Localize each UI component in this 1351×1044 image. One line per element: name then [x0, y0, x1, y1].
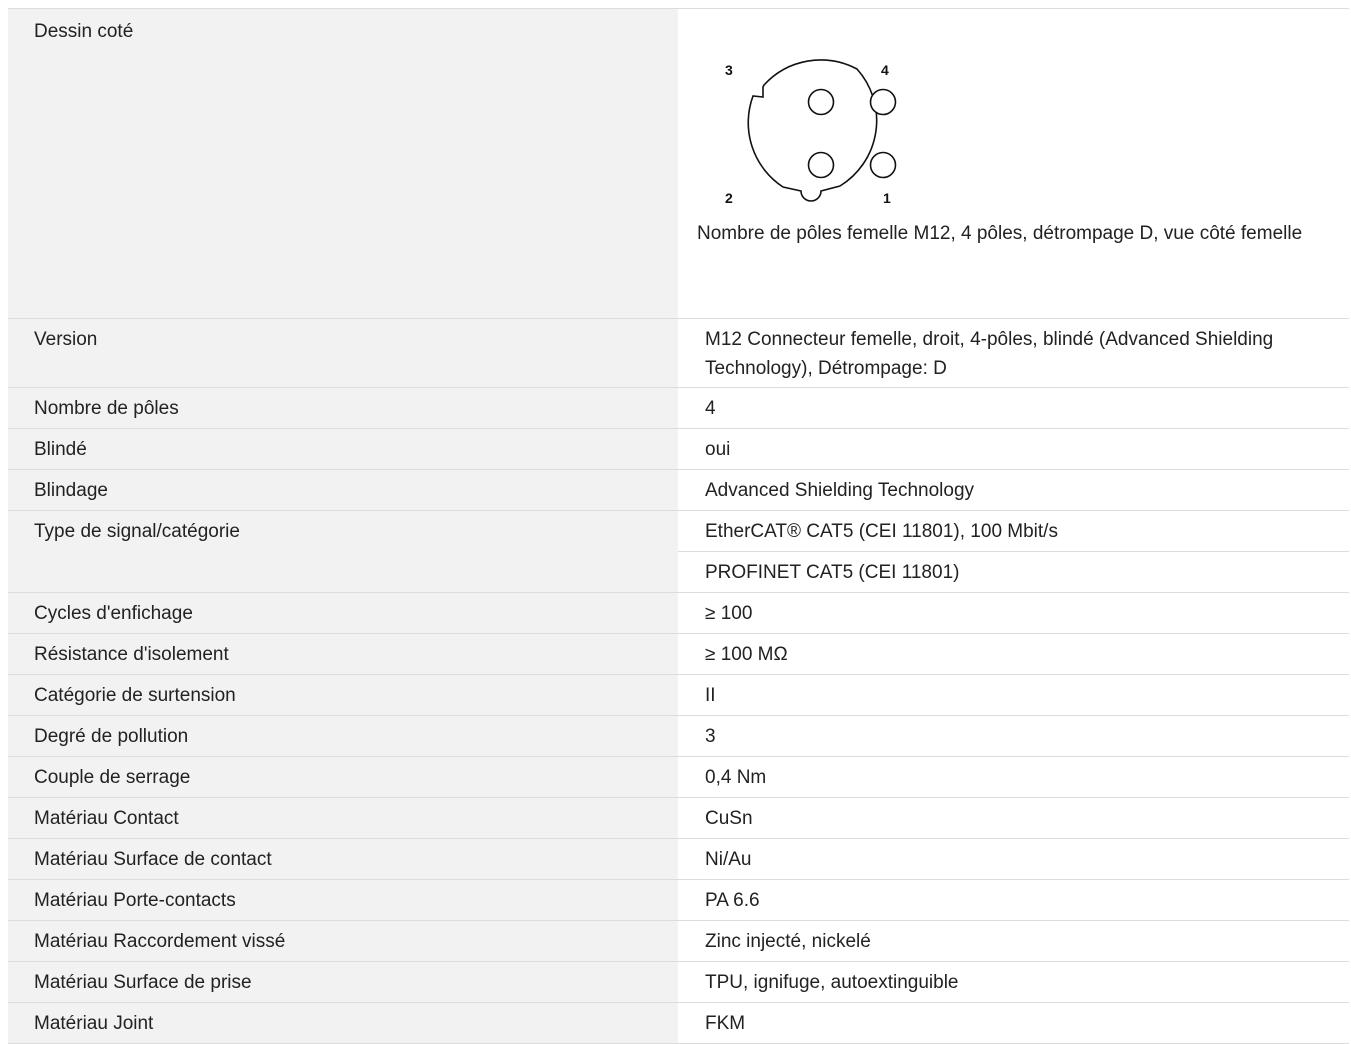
- pin-3-circle: [809, 90, 834, 115]
- spec-value: EtherCAT® CAT5 (CEI 11801), 100 Mbit/s: [705, 521, 1058, 542]
- pin-2-circle: [809, 153, 834, 178]
- spec-value: 4: [705, 398, 716, 419]
- drawing-caption: Nombre de pôles femelle M12, 4 pôles, détrompage D, vue côté femelle: [697, 223, 1303, 244]
- spec-value: 3: [705, 726, 716, 747]
- spec-value-group: [678, 511, 1349, 592]
- spec-row: [8, 675, 1349, 716]
- spec-row: [8, 388, 1349, 429]
- spec-value: oui: [705, 439, 731, 460]
- spec-value: 0,4 Nm: [705, 767, 767, 788]
- spec-label: Résistance d'isolement: [8, 634, 678, 674]
- spec-value: TPU, ignifuge, autoextinguible: [705, 972, 959, 993]
- spec-value: PROFINET CAT5 (CEI 11801): [678, 551, 1349, 591]
- spec-row: [8, 757, 1349, 798]
- spec-label: Couple de serrage: [8, 757, 678, 797]
- spec-row: [8, 1003, 1349, 1044]
- connector-outline: [748, 60, 876, 201]
- spec-row: [8, 839, 1349, 880]
- spec-table: [8, 8, 1349, 1044]
- spec-row: [8, 880, 1349, 921]
- spec-label: Matériau Contact: [8, 798, 678, 838]
- spec-row: [8, 921, 1349, 962]
- spec-label: Cycles d'enfichage: [8, 593, 678, 633]
- spec-row: [8, 470, 1349, 511]
- spec-row: [8, 319, 1349, 388]
- spec-value: ≥ 100: [705, 603, 753, 624]
- spec-value: II: [705, 685, 716, 706]
- pin-1-circle: [871, 153, 896, 178]
- pin-label-2: 2: [725, 190, 733, 206]
- spec-value: Advanced Shielding Technology: [705, 480, 975, 501]
- spec-label: Matériau Surface de prise: [8, 962, 678, 1002]
- spec-label: Nombre de pôles: [8, 388, 678, 428]
- spec-label: Matériau Joint: [8, 1003, 678, 1043]
- spec-label: Type de signal/catégorie: [8, 511, 678, 592]
- spec-label: Blindage: [8, 470, 678, 510]
- spec-label: Dessin coté: [8, 9, 678, 318]
- spec-value: CuSn: [705, 808, 753, 829]
- pin-label-3: 3: [725, 62, 733, 78]
- spec-label: Matériau Porte-contacts: [8, 880, 678, 920]
- spec-row: [8, 798, 1349, 839]
- spec-value: Zinc injecté, nickelé: [705, 931, 871, 952]
- spec-label: Degré de pollution: [8, 716, 678, 756]
- spec-row: [8, 593, 1349, 634]
- spec-row: [8, 716, 1349, 757]
- spec-value: FKM: [705, 1013, 746, 1034]
- spec-value: [678, 9, 1349, 318]
- connector-pinout-drawing: [725, 47, 905, 207]
- spec-row-drawing: [8, 9, 1349, 319]
- spec-row: [8, 511, 1349, 593]
- pin-label-4: 4: [881, 62, 889, 78]
- spec-value: ≥ 100 MΩ: [705, 644, 788, 665]
- spec-value: Ni/Au: [705, 849, 752, 870]
- pin-label-1: 1: [883, 190, 891, 206]
- spec-value: M12 Connecteur femelle, droit, 4-pôles, blindé (Advanced Shielding Technology), Détrompage: D: [705, 329, 1274, 379]
- spec-label: Version: [8, 319, 678, 387]
- spec-label: Matériau Raccordement vissé: [8, 921, 678, 961]
- spec-row: [8, 962, 1349, 1003]
- spec-value: PA 6.6: [705, 890, 760, 911]
- spec-label: Matériau Surface de contact: [8, 839, 678, 879]
- spec-label: Blindé: [8, 429, 678, 469]
- spec-label: Catégorie de surtension: [8, 675, 678, 715]
- spec-row: [8, 634, 1349, 675]
- spec-row: [8, 429, 1349, 470]
- pin-4-circle: [871, 90, 896, 115]
